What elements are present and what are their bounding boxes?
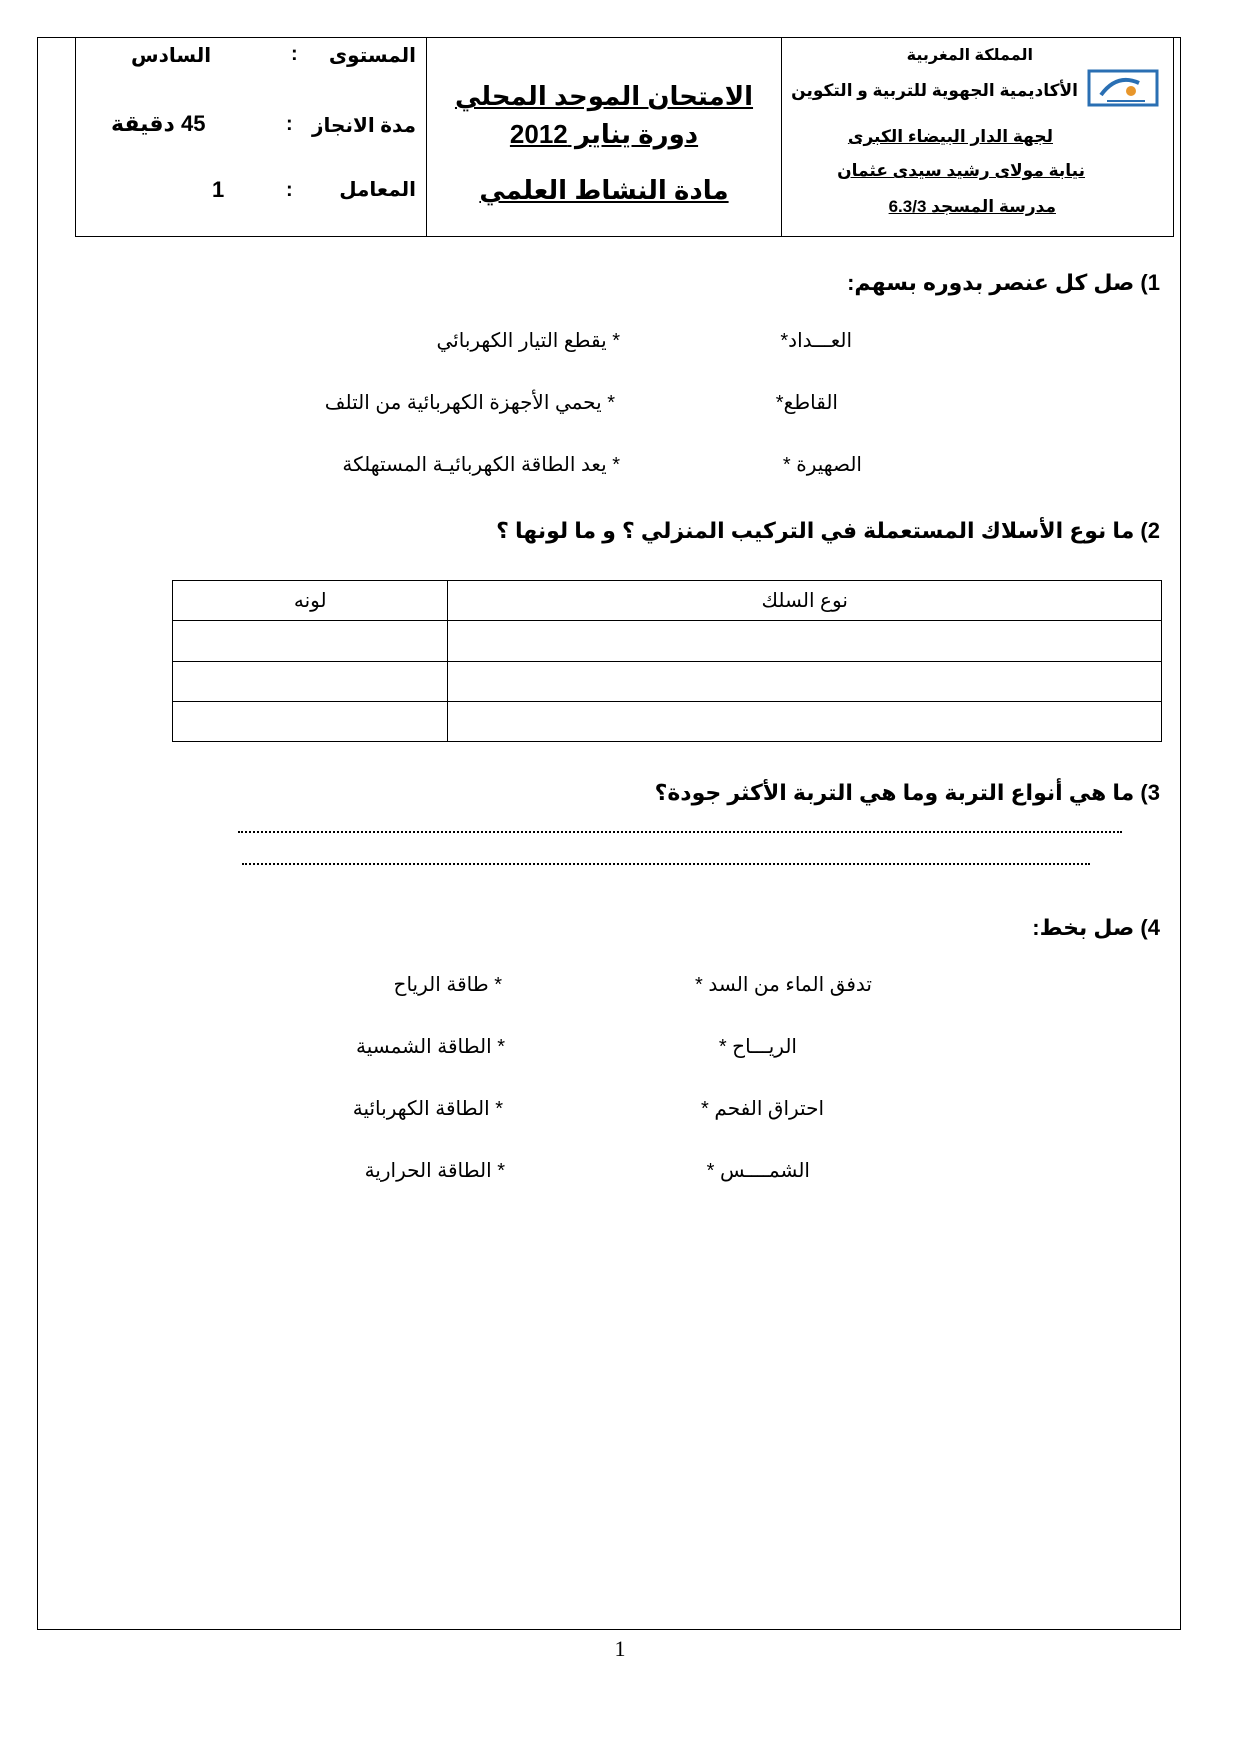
- kingdom-label: المملكة المغربية: [906, 47, 1033, 64]
- question-1-title: 1) صل كل عنصر بدوره بسهم:: [847, 270, 1160, 295]
- question-4-title: 4) صل بخط:: [1032, 915, 1160, 940]
- school-label: مدرسة المسجد 6.3/3: [888, 197, 1056, 216]
- answer-cell[interactable]: [448, 621, 1162, 661]
- exam-title: الامتحان الموحد المحلي: [454, 81, 754, 111]
- answer-cell[interactable]: [173, 661, 448, 701]
- wire-type-header: نوع السلك: [448, 581, 1162, 621]
- duration-colon: :: [286, 113, 293, 135]
- q4-right-item: * الطاقة الكهربائية: [352, 1098, 503, 1120]
- exam-session: دورة يناير 2012: [509, 119, 699, 149]
- q1-left-item: العـــداد*: [780, 330, 852, 352]
- coefficient-colon: :: [286, 179, 293, 201]
- answer-cell[interactable]: [173, 701, 448, 741]
- q4-left-item: الريـــاح *: [718, 1036, 797, 1058]
- duration-value: 45 دقيقة: [111, 111, 206, 136]
- header-exam-title: [426, 37, 781, 236]
- academy-label: الأكاديمية الجهوية للتربية و التكوين: [791, 81, 1078, 100]
- level-label: المستوى: [328, 45, 416, 67]
- level-colon: :: [291, 43, 298, 65]
- header-exam-info: [76, 37, 428, 236]
- q1-right-item: * يحمي الأجهزة الكهربائية من التلف: [324, 392, 615, 414]
- delegation-label: نيابة مولاى رشيد سيدى عثمان: [837, 161, 1085, 180]
- q1-left-item: الصهيرة *: [782, 454, 862, 476]
- q4-right-item: * الطاقة الحرارية: [364, 1160, 505, 1182]
- answer-cell[interactable]: [448, 701, 1162, 741]
- region-label: لجهة الدار البيضاء الكبرى: [847, 127, 1053, 146]
- page-number: 1: [614, 1636, 626, 1661]
- coefficient-label: المعامل: [339, 179, 416, 201]
- wires-table: [172, 580, 1162, 742]
- q1-right-item: * يقطع التيار الكهربائي: [436, 330, 620, 352]
- q1-right-item: * يعد الطاقة الكهربائيـة المستهلكة: [342, 454, 620, 476]
- q4-right-item: * طاقة الرياح: [393, 974, 502, 996]
- question-2-title: 2) ما نوع الأسلاك المستعملة في التركيب المنزلي ؟ و ما لونها ؟: [496, 518, 1160, 543]
- q4-left-item: تدفق الماء من السد *: [695, 974, 872, 996]
- level-value: السادس: [131, 45, 212, 67]
- answer-cell[interactable]: [448, 661, 1162, 701]
- q4-left-item: الشمــــس *: [706, 1160, 810, 1182]
- q1-left-item: القاطع*: [775, 392, 838, 414]
- exam-header: [75, 37, 1174, 237]
- wire-color-header: لونه: [173, 581, 448, 621]
- answer-line[interactable]: [242, 862, 1090, 865]
- coefficient-value: 1: [212, 177, 225, 202]
- question-3-title: 3) ما هي أنواع التربة وما هي التربة الأكثر جودة؟: [654, 780, 1160, 805]
- exam-subject: مادة النشاط العلمي: [479, 175, 729, 205]
- q4-right-item: * الطاقة الشمسية: [356, 1036, 505, 1058]
- answer-cell[interactable]: [173, 621, 448, 661]
- q4-left-item: احتراق الفحم *: [701, 1098, 824, 1120]
- answer-line[interactable]: [238, 830, 1122, 833]
- header-institution: [781, 37, 1173, 236]
- duration-label: مدة الانجاز: [312, 115, 416, 137]
- academy-logo-icon: [1087, 65, 1159, 109]
